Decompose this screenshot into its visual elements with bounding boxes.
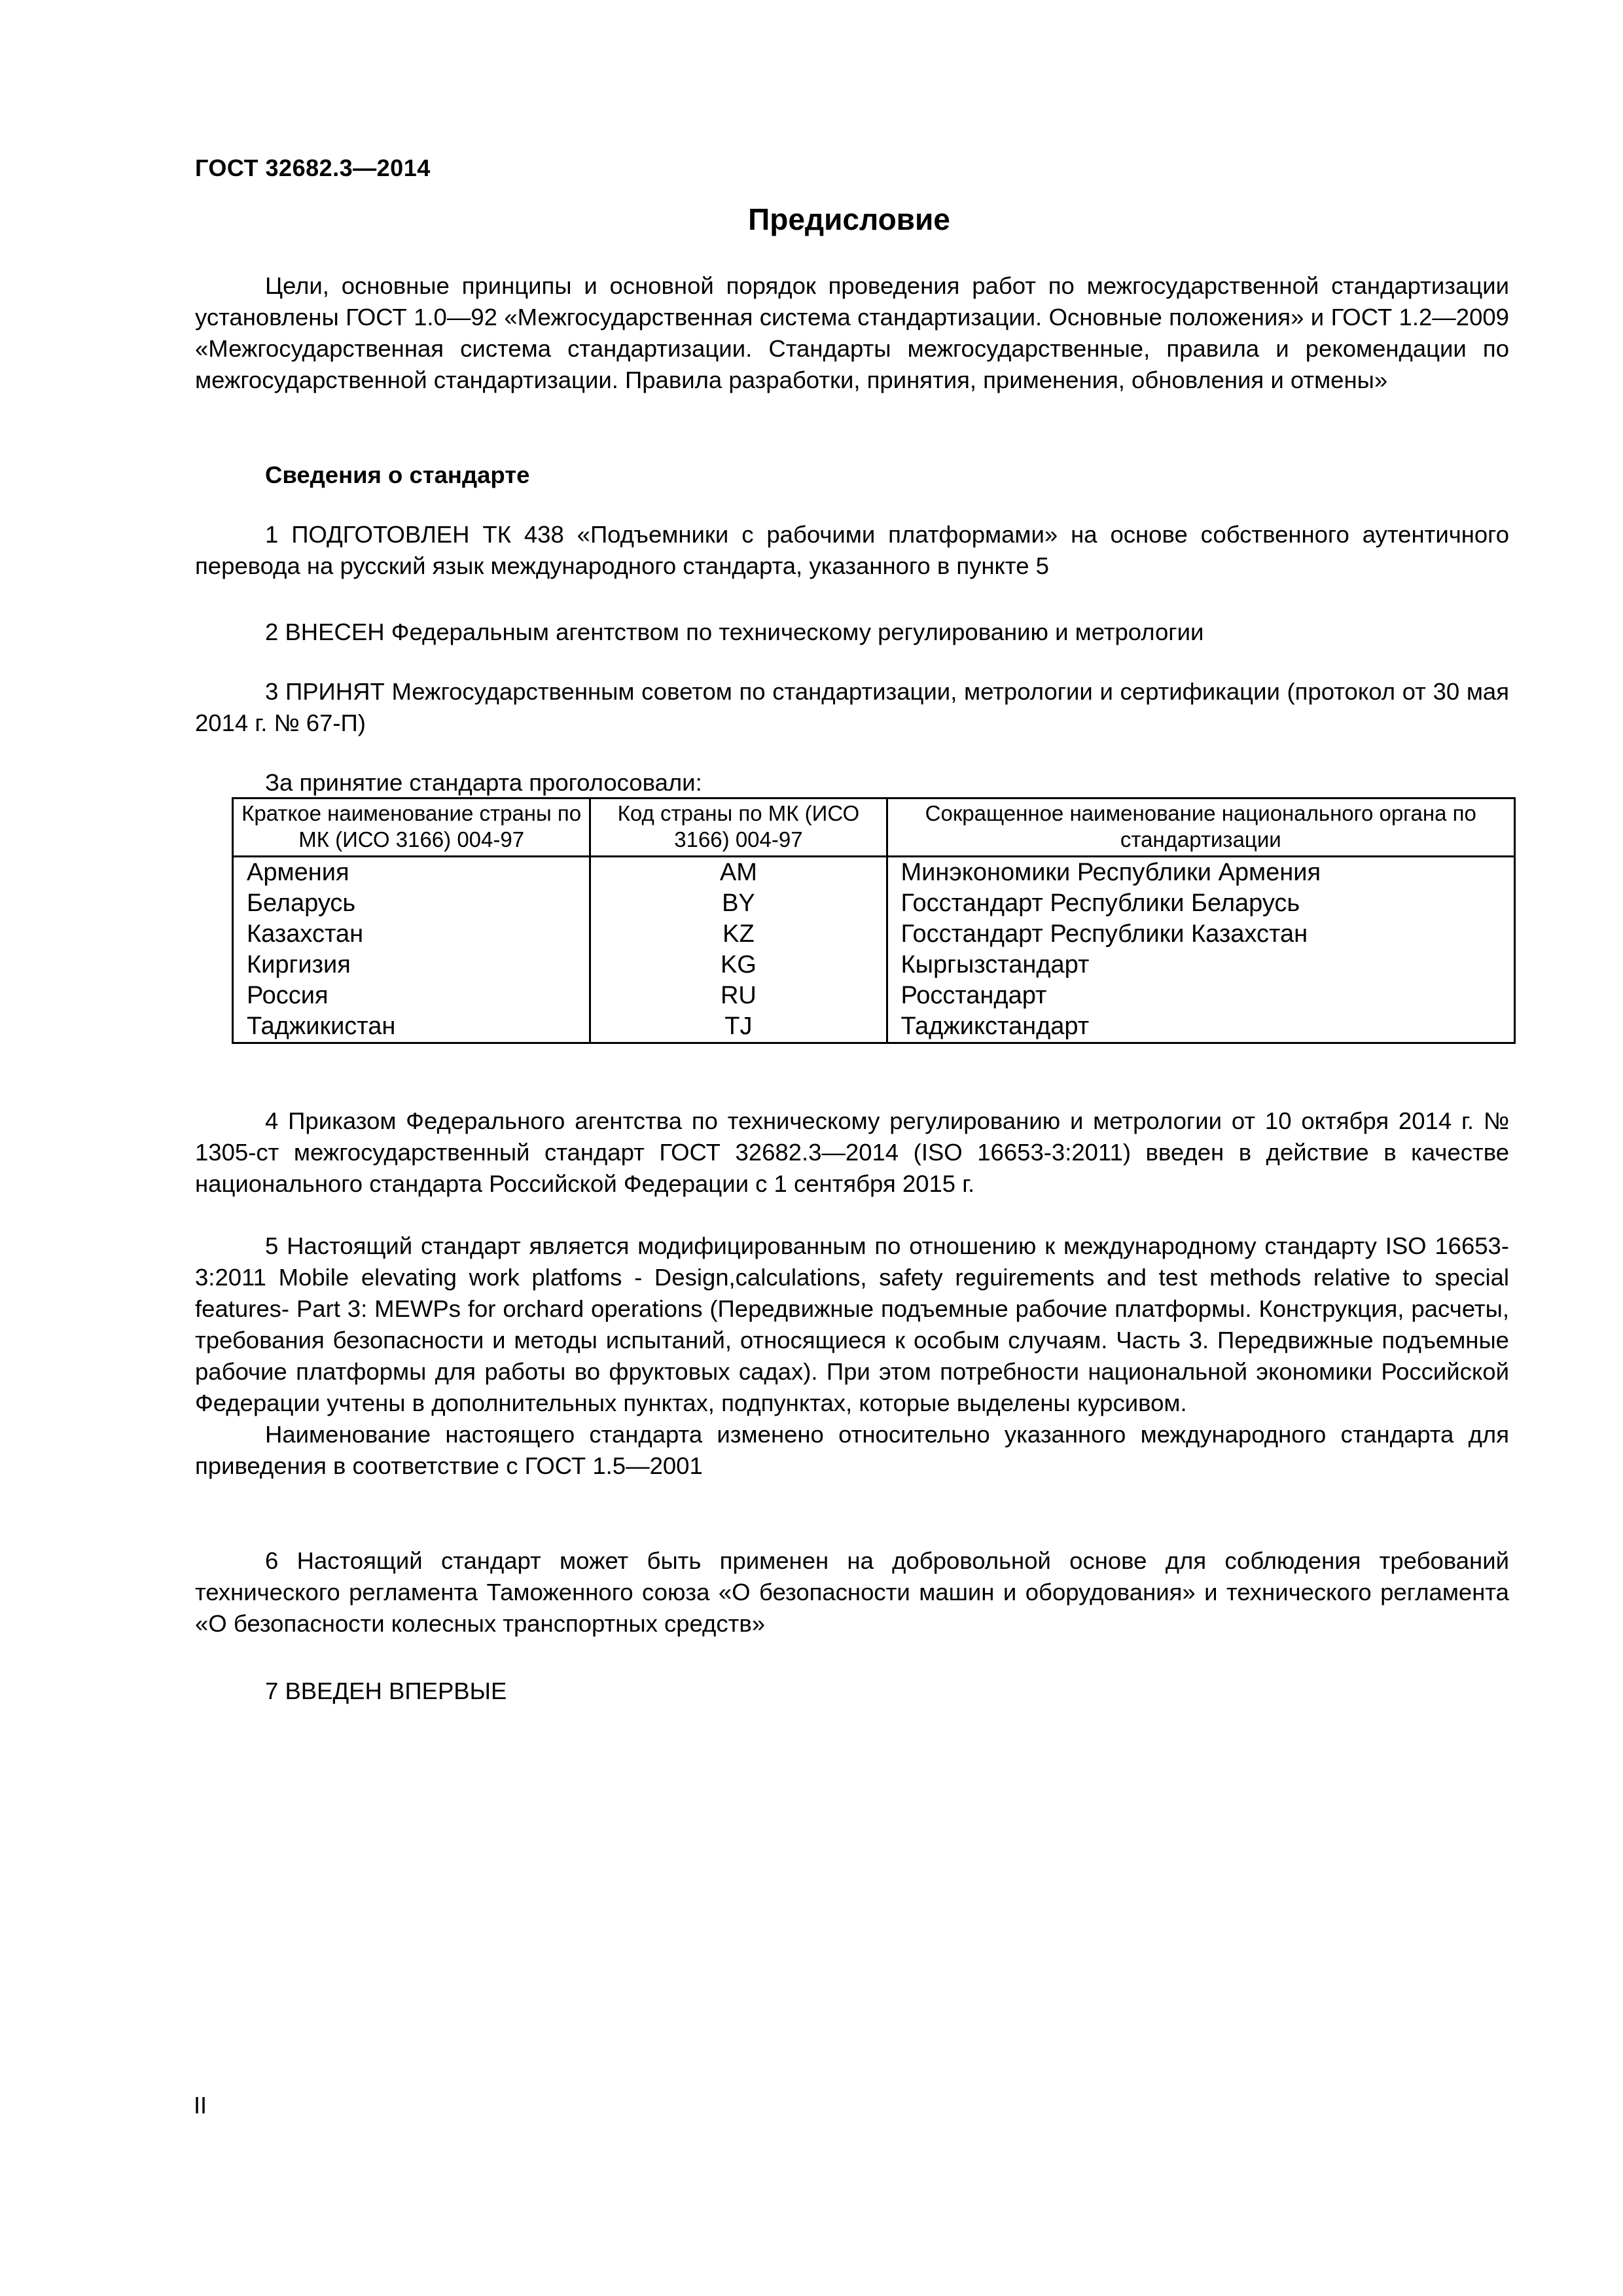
authority-cell: Кыргызстандарт [887,950,1514,980]
item-3 [195,676,1509,739]
item-2-text: 2 ВНЕСЕН Федеральным агентством по техническому регулированию и метрологии [265,619,1204,645]
country-cell: Таджикистан [233,1011,590,1043]
table-row [233,919,1515,950]
country-cell: Беларусь [233,888,590,919]
item-5-note: Наименование настоящего стандарта изменено относительно указанного международного стандарта для приведения в соответствие с ГОСТ 1.5—2001 [195,1421,1509,1479]
item-3-text: 3 ПРИНЯТ Межгосударственным советом по стандартизации, метрологии и сертификации (протокол от 30 мая 2014 г. № 67-П) [195,678,1509,736]
intro-text: Цели, основные принципы и основной порядок проведения работ по межгосударственной стандартизации установлены ГОСТ 1.0—92 «Межгосударственная система стандартизации. Основные положения» и ГОСТ 1.2—2009 «Межгосударственная система стандартизации. Стандарты межгосударственные, правила и рекомендации по межгосударственной стандартизации. Правила разработки, принятия, применения, обновления и отмены» [195,272,1509,393]
item-4 [195,1105,1509,1200]
code-cell: KZ [590,919,887,950]
column-header-authority: Сокращенное наименование национального органа по стандартизации [887,798,1514,857]
page-title: Предисловие [748,202,950,236]
table-header-row [233,798,1515,857]
page-number: II [194,2092,207,2119]
authority-cell: Таджикстандарт [887,1011,1514,1043]
country-cell: Казахстан [233,919,590,950]
authority-cell: Росстандарт [887,980,1514,1011]
authority-cell: Госстандарт Республики Беларусь [887,888,1514,919]
section-title: Сведения о стандарте [265,461,530,488]
code-cell: AM [590,857,887,889]
item-1 [195,519,1509,582]
authority-cell: Госстандарт Республики Казахстан [887,919,1514,950]
table-row [233,857,1515,889]
item-5-text: 5 Настоящий стандарт является модифицированным по отношению к международному стандарту ISO 16653-3:2011 Mobile elevating work platfoms - Design,calculations, safety reguirements and test methods relative to special features- Part 3: MEWPs for orchard operations (Передвижные подъемные рабочие платформы. Конструкция, расчеты, требования безопасности и методы испытаний, относящиеся к особым случаям. Часть 3. Передвижные подъемные рабочие платформы для работы во фруктовых садах). При этом потребности национальной экономики Российской Федерации учтены в дополнительных пунктах, подпунктах, которые выделены курсивом. [195,1232,1509,1416]
item-1-text: 1 ПОДГОТОВЛЕН ТК 438 «Подъемники с рабочими платформами» на основе собственного аутентичного перевода на русский язык международного стандарта, указанного в пункте 5 [195,521,1509,579]
authority-cell: Минэкономики Республики Армения [887,857,1514,889]
code-cell: KG [590,950,887,980]
table-row [233,950,1515,980]
vote-intro: За принятие стандарта проголосовали: [265,769,702,796]
code-cell: RU [590,980,887,1011]
column-header-country: Краткое наименование страны по МК (ИСО 3166) 004-97 [233,798,590,857]
item-5 [195,1230,1509,1482]
item-6 [195,1545,1509,1640]
item-6-text: 6 Настоящий стандарт может быть применен на добровольной основе для соблюдения требований технического регламента Таможенного союза «О безопасности машин и оборудования» и технического регламента «О безопасности колесных транспортных средств» [195,1547,1509,1637]
table-row [233,980,1515,1011]
intro-paragraph [195,270,1509,396]
code-cell: TJ [590,1011,887,1043]
column-header-code: Код страны по МК (ИСО 3166) 004-97 [590,798,887,857]
country-cell: Армения [233,857,590,889]
table-row [233,1011,1515,1043]
item-4-text: 4 Приказом Федерального агентства по техническому регулированию и метрологии от 10 октября 2014 г. № 1305-ст межгосударственный стандарт ГОСТ 32682.3—2014 (ISO 16653-3:2011) введен в действие в качестве национального стандарта Российской Федерации с 1 сентября 2015 г. [195,1107,1509,1197]
document-code: ГОСТ 32682.3—2014 [195,154,431,181]
voting-table [232,797,1516,1044]
item-7-text: 7 ВВЕДЕН ВПЕРВЫЕ [265,1677,507,1704]
country-cell: Россия [233,980,590,1011]
table-row [233,888,1515,919]
code-cell: BY [590,888,887,919]
country-cell: Киргизия [233,950,590,980]
